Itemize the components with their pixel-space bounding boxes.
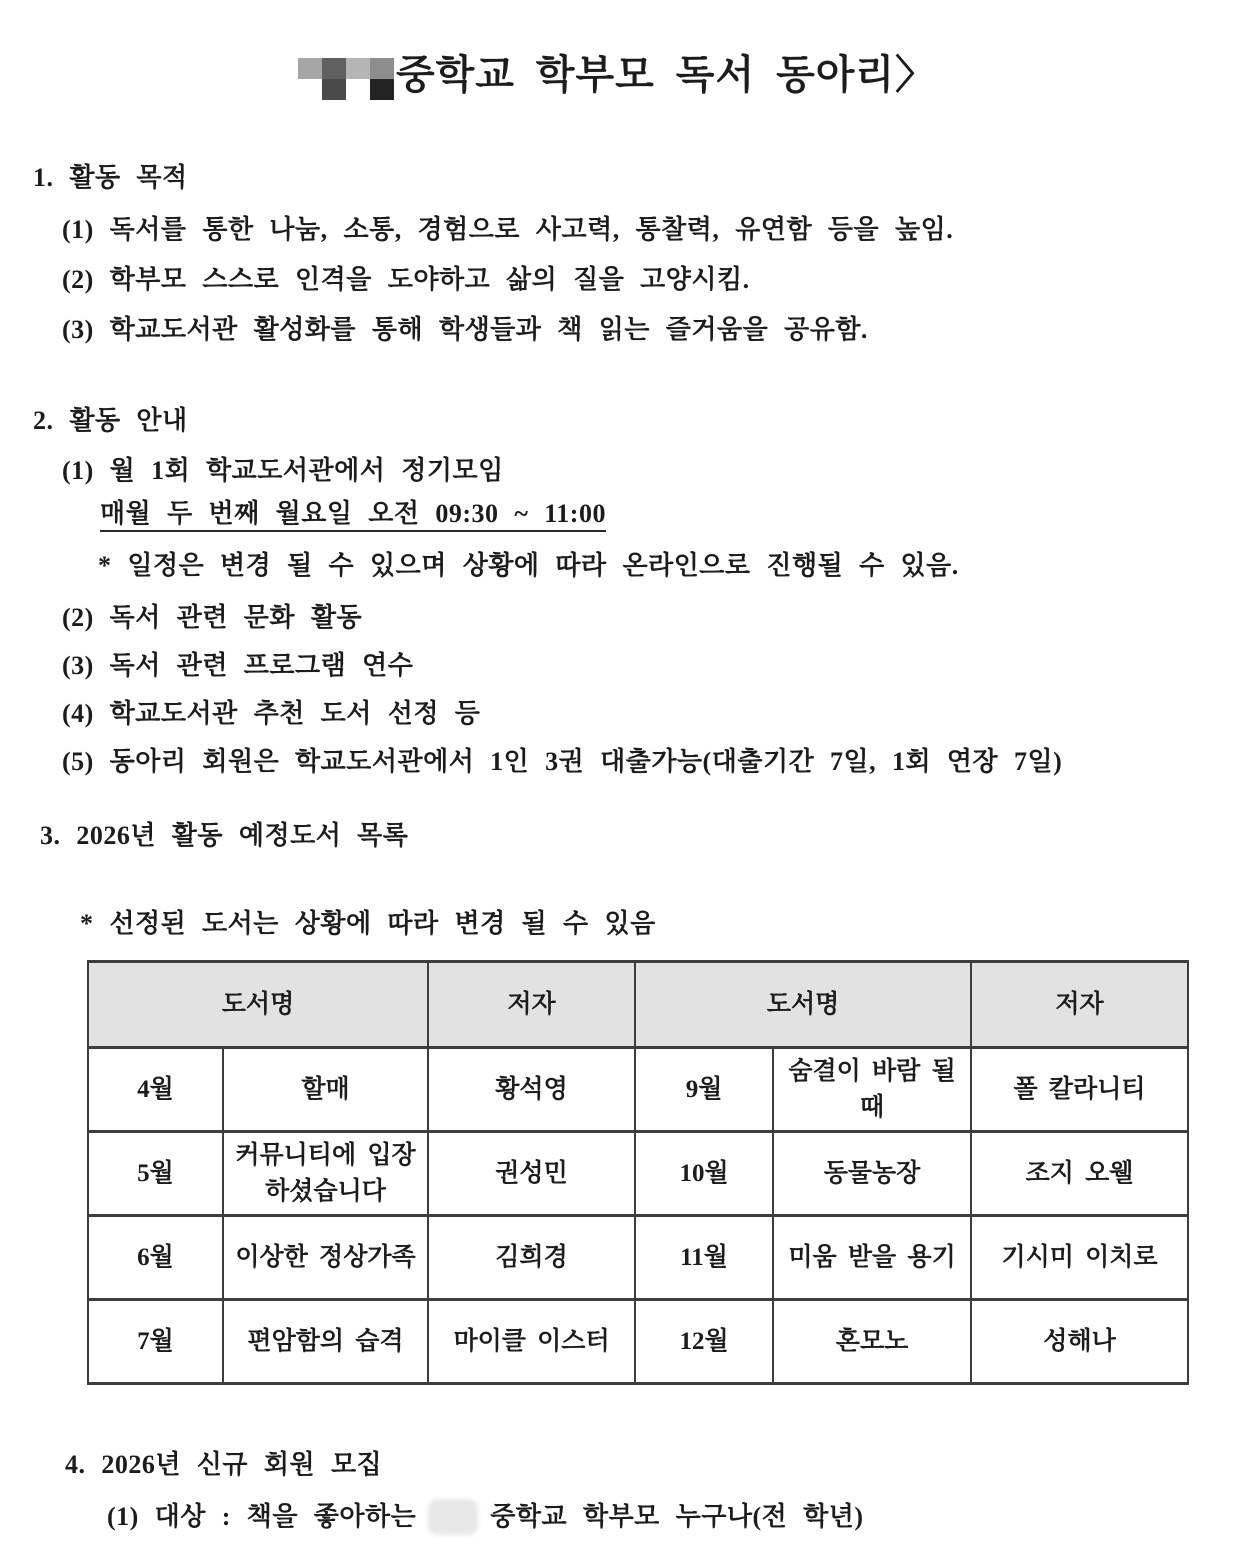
author-cell: 성해나 bbox=[971, 1300, 1188, 1384]
section-4-item-1-suffix: 중학교 학부모 누구나(전 학년) bbox=[490, 1502, 864, 1531]
books-table bbox=[87, 960, 1189, 1385]
month-cell: 10월 bbox=[635, 1132, 773, 1216]
month-cell: 6월 bbox=[88, 1216, 223, 1300]
section-4-heading: 4. 2026년 신규 회원 모집 bbox=[65, 1450, 383, 1479]
month-cell: 5월 bbox=[88, 1132, 223, 1216]
author-cell: 기시미 이치로 bbox=[971, 1216, 1188, 1300]
redacted-school-name-2 bbox=[428, 1499, 478, 1535]
book-cell: 할매 bbox=[223, 1048, 428, 1132]
section-2-item-5: (5) 동아리 회원은 학교도서관에서 1인 3권 대출가능(대출기간 7일, 1회 연장 7일) bbox=[62, 747, 1063, 776]
month-cell: 7월 bbox=[88, 1300, 223, 1384]
author-cell: 김희경 bbox=[428, 1216, 635, 1300]
book-cell: 숨결이 바람 될 때 bbox=[773, 1048, 971, 1132]
section-2-item-4: (4) 학교도서관 추천 도서 선정 등 bbox=[62, 699, 481, 728]
month-cell: 12월 bbox=[635, 1300, 773, 1384]
author-cell: 마이클 이스터 bbox=[428, 1300, 635, 1384]
section-4-item-1 bbox=[107, 1499, 1234, 1535]
header-author-2: 저자 bbox=[971, 962, 1188, 1048]
header-author-1: 저자 bbox=[428, 962, 635, 1048]
section-3-heading: 3. 2026년 활동 예정도서 목록 bbox=[40, 821, 409, 850]
header-book-title-2: 도서명 bbox=[635, 962, 971, 1048]
section-1-heading: 1. 활동 목적 bbox=[33, 163, 188, 192]
section-2-heading: 2. 활동 안내 bbox=[33, 406, 188, 435]
table-row bbox=[88, 1216, 1188, 1300]
book-cell: 커뮤니티에 입장하셨습니다 bbox=[223, 1132, 428, 1216]
header-book-title-1: 도서명 bbox=[88, 962, 428, 1048]
table-row bbox=[88, 1132, 1188, 1216]
section-1-item-3: (3) 학교도서관 활성화를 통해 학생들과 책 읽는 즐거움을 공유함. bbox=[62, 315, 868, 344]
table-row bbox=[88, 1300, 1188, 1384]
book-cell: 미움 받을 용기 bbox=[773, 1216, 971, 1300]
book-cell: 이상한 정상가족 bbox=[223, 1216, 428, 1300]
meeting-schedule-line bbox=[100, 496, 1234, 532]
table-row bbox=[88, 1048, 1188, 1132]
table-header-row bbox=[88, 962, 1188, 1048]
meeting-schedule-underlined: 매월 두 번째 월요일 오전 09:30 ~ 11:00 bbox=[100, 499, 606, 532]
section-4-item-1-prefix: (1) 대상 : 책을 좋아하는 bbox=[107, 1502, 417, 1531]
section-2-item-1: (1) 월 1회 학교도서관에서 정기모임 bbox=[62, 456, 504, 485]
book-cell: 편암함의 습격 bbox=[223, 1300, 428, 1384]
month-cell: 4월 bbox=[88, 1048, 223, 1132]
author-cell: 조지 오웰 bbox=[971, 1132, 1188, 1216]
book-cell: 동물농장 bbox=[773, 1132, 971, 1216]
month-cell: 11월 bbox=[635, 1216, 773, 1300]
author-cell: 폴 칼라니티 bbox=[971, 1048, 1188, 1132]
section-1-item-2: (2) 학부모 스스로 인격을 도야하고 삶의 질을 고양시킴. bbox=[62, 265, 750, 294]
section-2-item-3: (3) 독서 관련 프로그램 연수 bbox=[62, 651, 414, 680]
section-3-note: * 선정된 도서는 상황에 따라 변경 될 수 있음 bbox=[80, 909, 656, 938]
book-cell: 혼모노 bbox=[773, 1300, 971, 1384]
page-title: 중학교 학부모 독서 동아리〉 bbox=[395, 52, 937, 97]
title-row bbox=[0, 0, 1234, 102]
author-cell: 권성민 bbox=[428, 1132, 635, 1216]
redacted-school-name bbox=[298, 58, 394, 100]
month-cell: 9월 bbox=[635, 1048, 773, 1132]
author-cell: 황석영 bbox=[428, 1048, 635, 1132]
section-2-note: * 일정은 변경 될 수 있으며 상황에 따라 온라인으로 진행될 수 있음. bbox=[98, 551, 959, 580]
section-2-item-2: (2) 독서 관련 문화 활동 bbox=[62, 603, 363, 632]
section-1-item-1: (1) 독서를 통한 나눔, 소통, 경험으로 사고력, 통찰력, 유연함 등을 높임. bbox=[62, 215, 954, 244]
